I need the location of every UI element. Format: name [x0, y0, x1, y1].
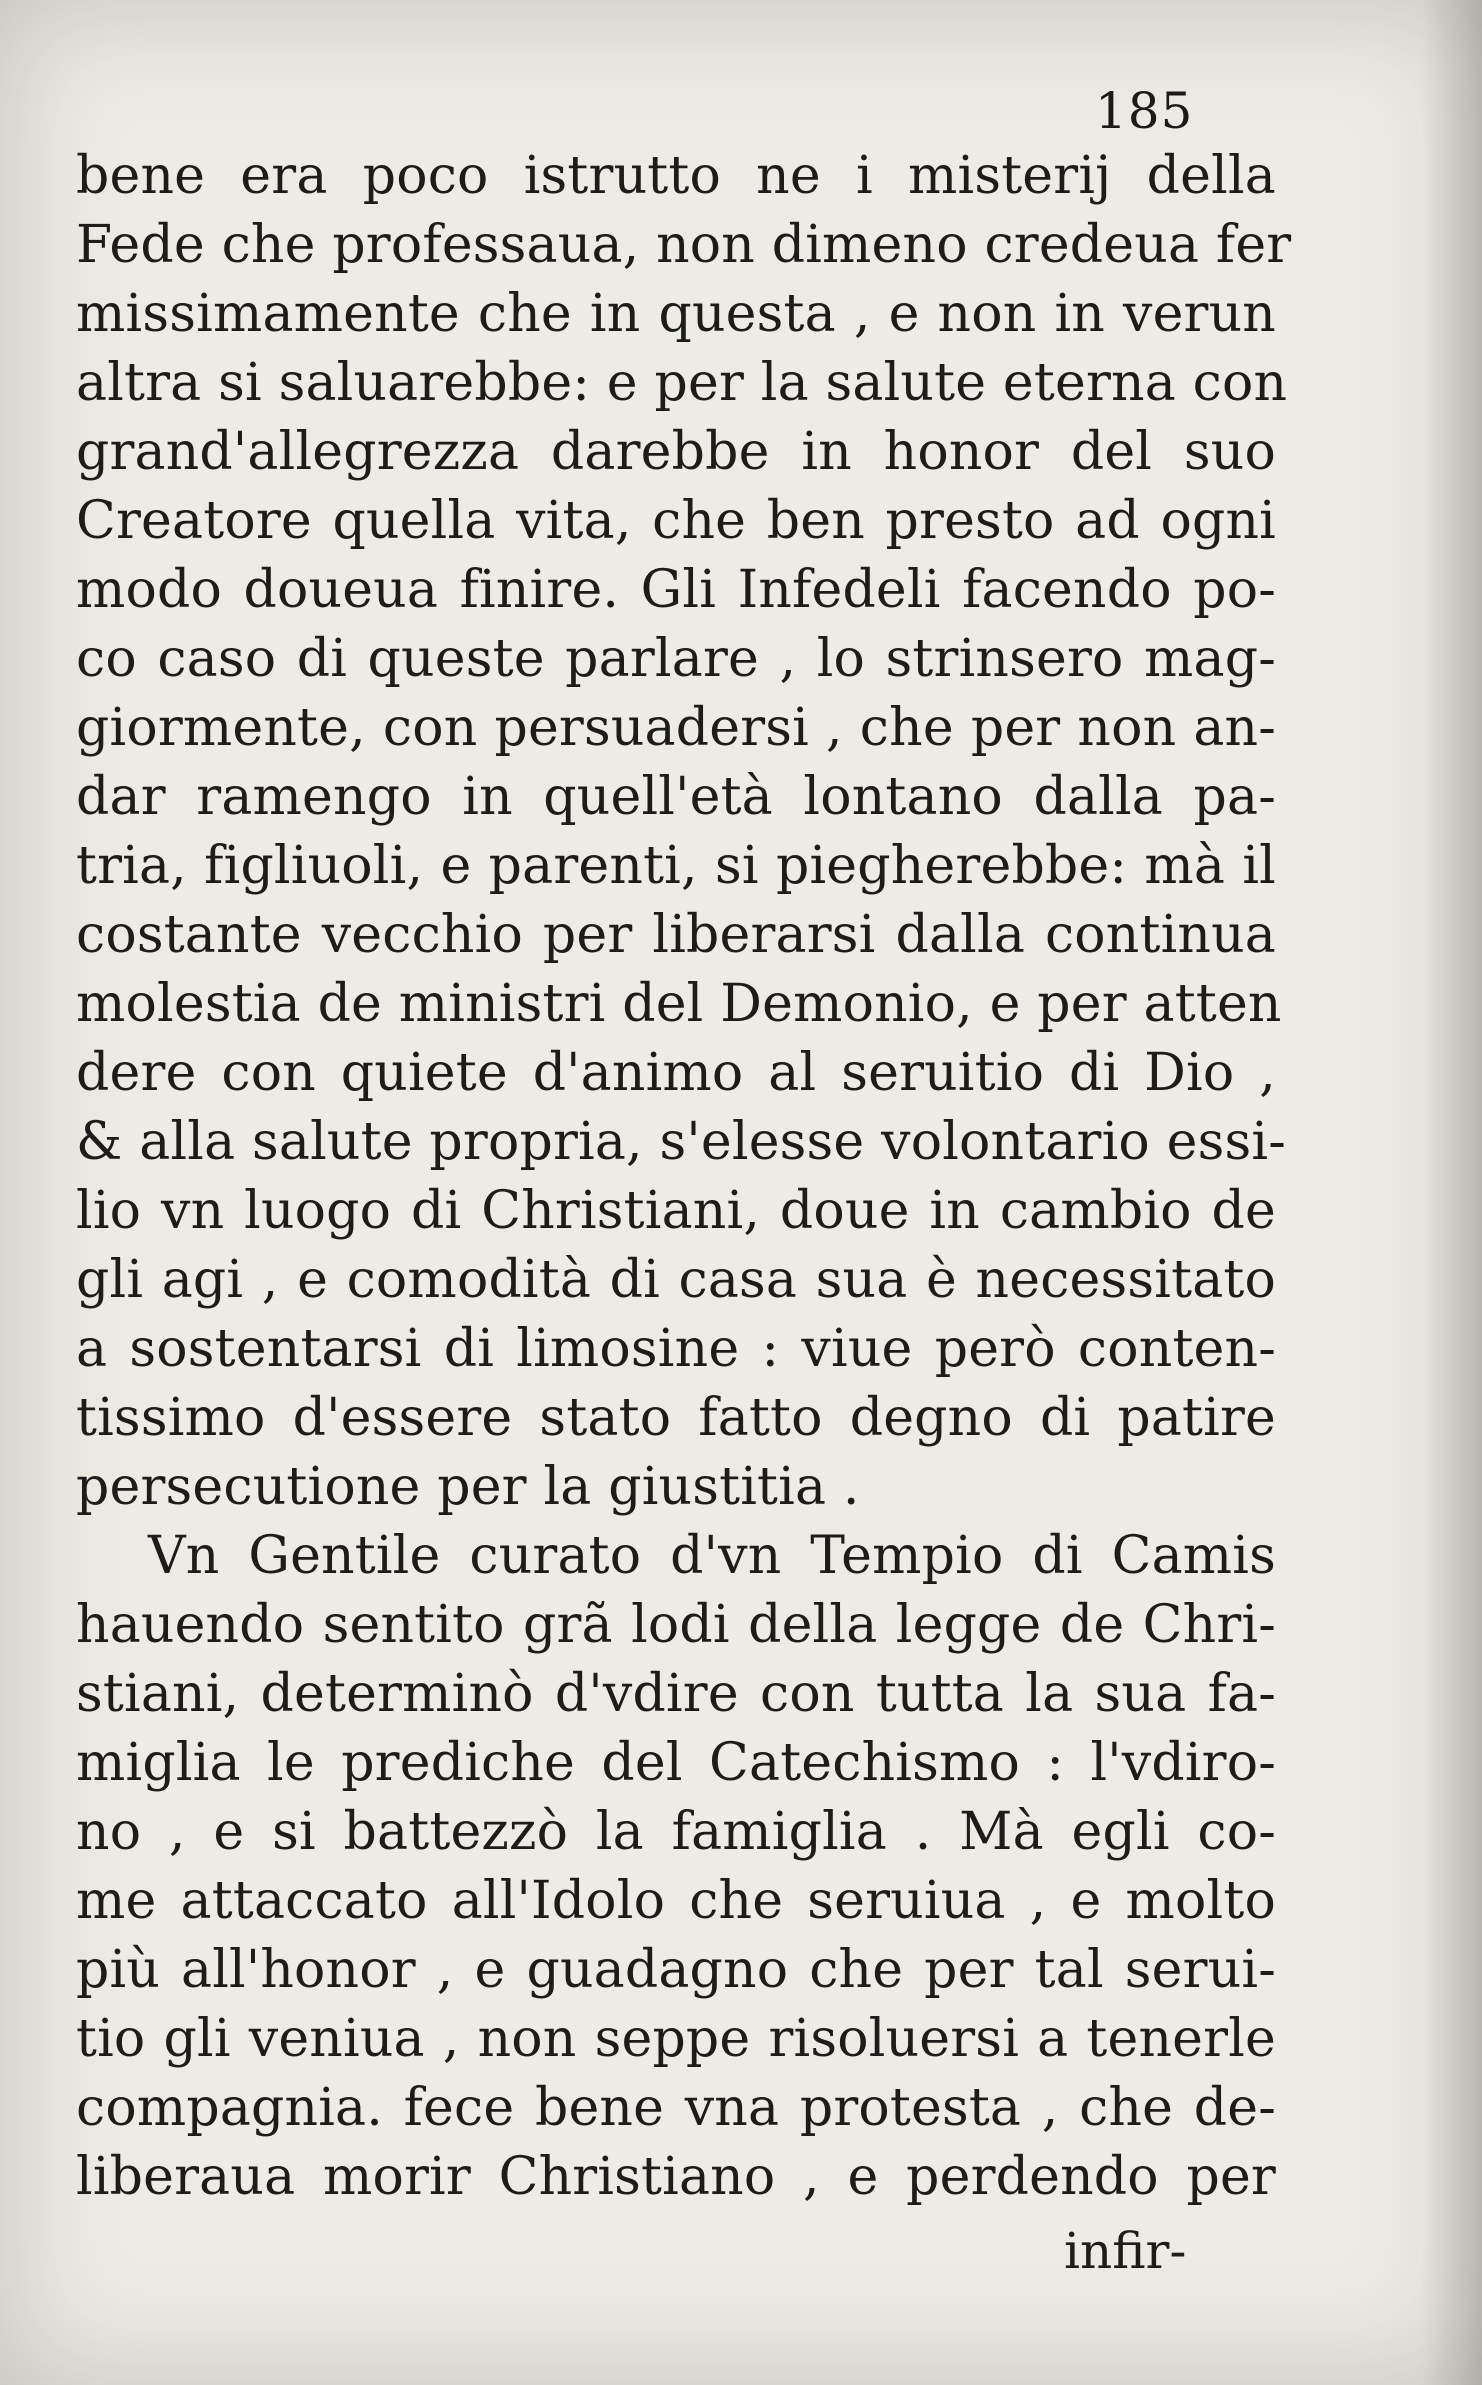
text-line: altra si saluarebbe: e per la salute eterna con [76, 353, 1288, 413]
text-line: dar ramengo in quell'età lontano dalla pa- [76, 767, 1276, 827]
text-line: persecutione per la giustitia . [76, 1457, 860, 1517]
text-line: compagnia. fece bene vna protesta , che de- [76, 2078, 1276, 2138]
text-line: molestia de ministri del Demonio, e per atten [76, 974, 1282, 1034]
text-line: Fede che professaua, non dimeno credeua fer [76, 215, 1292, 275]
text-line: lio vn luogo di Christiani, doue in cambio de [76, 1181, 1276, 1241]
text-line: me attaccato all'Idolo che seruiua , e molto [76, 1871, 1276, 1931]
paragraph-1 [76, 142, 1292, 1522]
text-line: modo doueua finire. Gli Infedeli facendo po- [76, 560, 1276, 620]
text-line: miglia le prediche del Catechismo : l'vdiro- [76, 1733, 1276, 1793]
text-line: tria, figliuoli, e parenti, si piegherebbe: mà il [76, 836, 1276, 896]
text-line: liberaua morir Christiano , e perdendo per [76, 2147, 1276, 2207]
text-line: giormente, con persuadersi , che per non an- [76, 698, 1276, 758]
text-line: dere con quiete d'animo al seruitio di Dio , [76, 1043, 1276, 1103]
text-line: a sostentarsi di limosine : viue però conten- [76, 1319, 1276, 1379]
body-text [76, 142, 1292, 2212]
text-line: bene era poco istrutto ne i misterij della [76, 146, 1276, 206]
paragraph-2 [76, 1522, 1276, 2212]
text-line: no , e si battezzò la famiglia . Mà egli co- [76, 1802, 1276, 1862]
text-line: stiani, determinò d'vdire con tutta la sua fa- [76, 1664, 1276, 1724]
text-line: Vn Gentile curato d'vn Tempio di Camis [148, 1526, 1276, 1586]
text-line: costante vecchio per liberarsi dalla continua [76, 905, 1276, 965]
text-line: tissimo d'essere stato fatto degno di patire [76, 1388, 1276, 1448]
page-edge-shadow [1422, 0, 1482, 2385]
catchword: infir- [1064, 2222, 1187, 2280]
text-line: gli agi , e comodità di casa sua è necessitato [76, 1250, 1276, 1310]
text-line: co caso di queste parlare , lo strinsero mag- [76, 629, 1276, 689]
text-line: missimamente che in questa , e non in verun [76, 284, 1276, 344]
text-line: Creatore quella vita, che ben presto ad ogni [76, 491, 1276, 551]
text-line: più all'honor , e guadagno che per tal serui- [76, 1940, 1276, 2000]
text-line: & alla salute propria, s'elesse volontario essi- [76, 1112, 1287, 1172]
page-number: 185 [1095, 82, 1194, 140]
text-line: hauendo sentito grã lodi della legge de Chri- [76, 1595, 1276, 1655]
text-line: tio gli veniua , non seppe risoluersi a tenerle [76, 2009, 1276, 2069]
text-line: grand'allegrezza darebbe in honor del suo [76, 422, 1276, 482]
